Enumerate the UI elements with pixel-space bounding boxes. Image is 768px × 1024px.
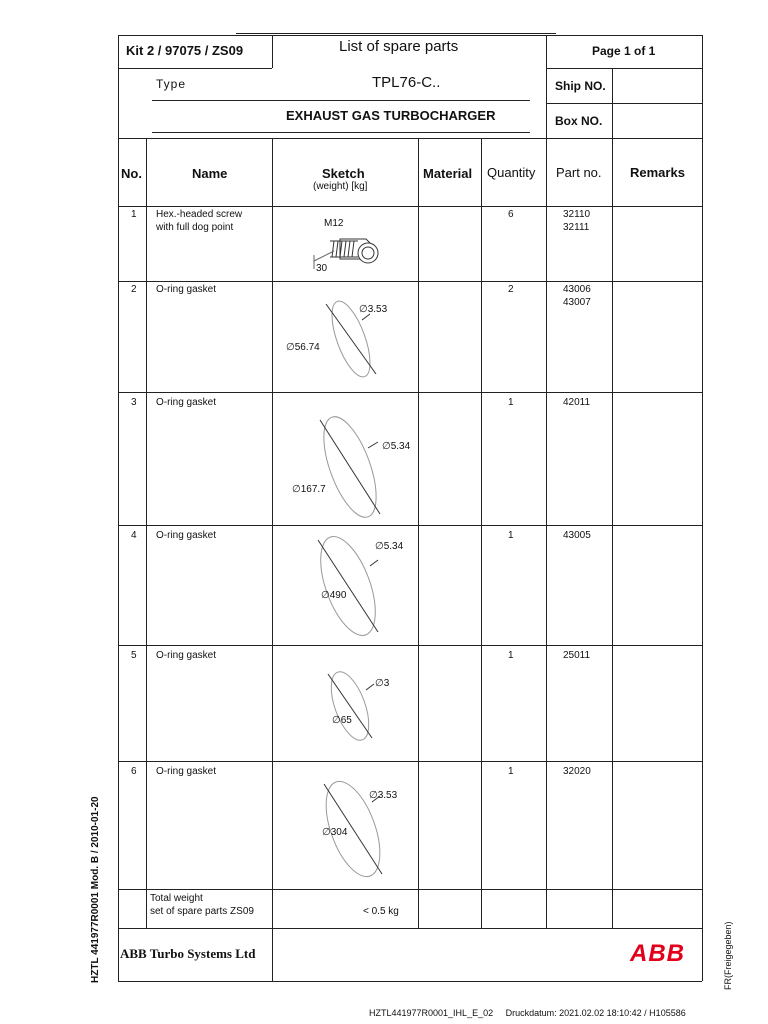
total-weight-value: < 0.5 kg [363, 906, 399, 917]
total-weight-label: Total weight [150, 893, 203, 904]
row-5-part: 25011 [563, 650, 591, 661]
col-v-no [146, 138, 147, 928]
row-6-dim-large: ∅304 [322, 827, 348, 838]
hdr-v-3 [612, 68, 613, 138]
col-v-part [612, 138, 613, 928]
row-5-qty: 1 [508, 650, 514, 661]
row-4-qty: 1 [508, 530, 514, 541]
kit-code: Kit 2 / 97075 / ZS09 [126, 43, 244, 58]
row-5-name: O-ring gasket [156, 650, 217, 661]
hdr-v-2 [546, 35, 547, 138]
ship-label: Ship NO. [555, 79, 606, 93]
hdr-line-5 [118, 206, 702, 207]
box-label: Box NO. [555, 114, 603, 128]
row-1-part: 32110 [563, 209, 591, 220]
row-sep-2 [118, 392, 702, 393]
row-4-part: 43005 [563, 530, 591, 541]
row-6-no: 6 [131, 766, 137, 777]
col-sketch-subheader: (weight) [kg] [313, 181, 368, 192]
side-document-code: HZTL 441977R0001 Mod. B / 2010-01-20 [90, 796, 101, 983]
document-title: List of spare parts [339, 38, 459, 55]
row-sep-7 [118, 928, 702, 929]
frame-right [702, 35, 703, 981]
top-rule [236, 33, 556, 34]
total-weight-label-2: set of spare parts ZS09 [150, 906, 254, 917]
oring-sketch-5 [318, 668, 382, 744]
frame-bottom [118, 981, 702, 982]
frame-left [118, 35, 119, 981]
row-3-dim-large: ∅167.7 [292, 484, 326, 495]
col-partno-header: Part no. [556, 165, 602, 180]
oring-sketch-3 [306, 412, 394, 522]
row-3-name: O-ring gasket [156, 397, 217, 408]
side-release-status: FR(Freigegeben) [723, 921, 733, 990]
row-6-qty: 1 [508, 766, 514, 777]
row-2-dim-large: ∅56.74 [286, 342, 320, 353]
product-underline [152, 132, 530, 133]
row-1-part-2: 32111 [563, 222, 590, 233]
row-3-dim-small: ∅5.34 [382, 441, 411, 452]
col-v-material [481, 138, 482, 928]
row-5-no: 5 [131, 650, 137, 661]
row-2-name: O-ring gasket [156, 284, 217, 295]
hdr-line-4 [118, 138, 702, 139]
product-name: EXHAUST GAS TURBOCHARGER [286, 108, 496, 123]
row-4-no: 4 [131, 530, 137, 541]
row-2-part-2: 43007 [563, 297, 591, 308]
col-sketch-header: Sketch [322, 166, 365, 181]
row-4-dim-small: ∅5.34 [375, 541, 404, 552]
row-4-dim-large: ∅490 [321, 590, 347, 601]
row-2-qty: 2 [508, 284, 514, 295]
company-name: ABB Turbo Systems Ltd [120, 946, 256, 961]
col-v-name [272, 138, 273, 981]
row-1-dim-30: 30 [316, 263, 328, 274]
row-sep-1 [118, 281, 702, 282]
type-underline [152, 100, 530, 101]
col-v-sketch [418, 138, 419, 928]
page-indicator: Page 1 of 1 [592, 44, 656, 58]
row-sep-3 [118, 525, 702, 526]
col-quantity-header: Quantity [487, 165, 536, 180]
row-6-name: O-ring gasket [156, 766, 217, 777]
type-label: Type [156, 77, 187, 91]
row-4-name: O-ring gasket [156, 530, 217, 541]
hdr-line-2 [546, 68, 702, 69]
row-1-name: Hex.-headed screw [156, 209, 243, 220]
row-5-dim-small: ∅3 [375, 678, 390, 689]
abb-logo: ABB [630, 940, 685, 967]
col-v-qty [546, 138, 547, 928]
hdr-line-3 [546, 103, 702, 104]
col-name-header: Name [192, 166, 228, 181]
row-sep-5 [118, 761, 702, 762]
hdr-line-1 [118, 68, 272, 69]
row-1-dim-m12: M12 [324, 218, 344, 229]
row-6-dim-small: ∅3.53 [369, 790, 398, 801]
row-5-dim-large: ∅65 [332, 715, 352, 726]
row-1-qty: 6 [508, 209, 514, 220]
row-sep-4 [118, 645, 702, 646]
row-2-dim-small: ∅3.53 [359, 304, 388, 315]
col-material-header: Material [423, 166, 473, 181]
row-2-no: 2 [131, 284, 137, 295]
type-value: TPL76-C.. [372, 74, 441, 91]
row-2-part: 43006 [563, 284, 591, 295]
row-sep-6 [118, 889, 702, 890]
col-remarks-header: Remarks [630, 165, 685, 180]
frame-top [118, 35, 702, 36]
row-1-no: 1 [131, 209, 137, 220]
screw-sketch [300, 225, 390, 275]
row-6-part: 32020 [563, 766, 591, 777]
row-3-no: 3 [131, 397, 137, 408]
row-1-name-2: with full dog point [156, 222, 234, 233]
hdr-v-1 [272, 35, 273, 68]
row-3-qty: 1 [508, 397, 514, 408]
row-3-part: 42011 [563, 397, 591, 408]
print-footer: HZTL441977R0001_IHL_E_02 Druckdatum: 2021.02.02 18:10:42 / H105586 [369, 1008, 686, 1018]
col-no-header: No. [121, 166, 142, 181]
